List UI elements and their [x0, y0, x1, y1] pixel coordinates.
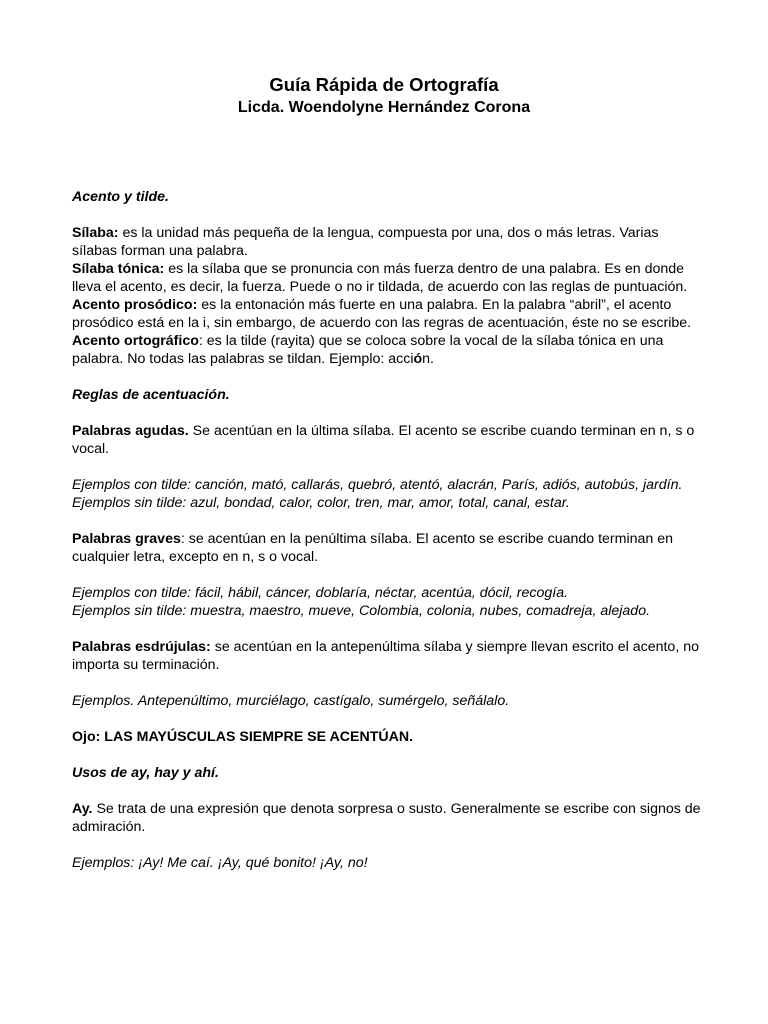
highlight-accented-letter: ó — [413, 351, 423, 367]
examples-esdrujulas: Ejemplos. Antepenúltimo, murciélago, castígalo, sumérgelo, señálalo. — [72, 693, 510, 709]
document-title: Guía Rápida de Ortografía — [269, 74, 499, 95]
definition-ay — [72, 800, 702, 836]
document-author: Licda. Woendolyne Hernández Corona — [237, 99, 531, 116]
text-silaba-tonica: es la sílaba que se pronuncia con más fuerza dentro de una palabra. Es en donde lleva el acento, es decir, la fuerza. Puede o no ir tildada, de acuerdo con las reglas de puntuación. — [72, 261, 688, 295]
text-silaba: es la unidad más pequeña de la lengua, compuesta por una, dos o más letras. Varias sílabas forman una palabra. — [72, 225, 659, 259]
note-mayusculas: Ojo: LAS MAYÚSCULAS SIEMPRE SE ACENTÚAN. — [72, 729, 414, 745]
examples-graves-sin-tilde: Ejemplos sin tilde: muestra, maestro, mueve, Colombia, colonia, nubes, comadreja, alejado. — [72, 603, 651, 619]
text-graves: : se acentúan en la penúltima sílaba. El acento se escribe cuando terminan en cualquier letra, excepto en n, s o vocal. — [72, 531, 674, 565]
definition-silaba — [72, 224, 702, 260]
text-acento-ortografico: : es la tilde (rayita) que se coloca sobre la vocal de la sílaba tónica en una palabra. No todas las palabras se tildan. Ejemplo: acci — [72, 333, 664, 367]
definition-silaba-tonica — [72, 260, 702, 296]
document-body — [72, 188, 702, 872]
rule-graves — [72, 530, 702, 566]
section-heading-reglas: Reglas de acentuación. — [72, 387, 230, 403]
definition-acento-prosodico — [72, 296, 702, 332]
text-esdrujulas: se acentúan en la antepenúltima sílaba y siempre llevan escrito el acento, no importa su terminación. — [72, 639, 699, 673]
examples-agudas-sin-tilde: Ejemplos sin tilde: azul, bondad, calor, color, tren, mar, amor, total, canal, estar. — [72, 495, 570, 511]
term-esdrujulas: Palabras esdrújulas: — [72, 639, 211, 655]
term-ay: Ay. — [72, 801, 93, 817]
term-graves: Palabras graves — [72, 531, 181, 547]
term-acento-ortografico: Acento ortográfico — [72, 333, 199, 349]
term-agudas: Palabras agudas. — [72, 423, 189, 439]
term-silaba: Sílaba: — [72, 225, 119, 241]
text-acento-ortografico-end: n. — [422, 351, 434, 367]
examples-agudas-con-tilde: Ejemplos con tilde: canción, mató, callarás, quebró, atentó, alacrán, París, adiós, autobús, jardín. — [72, 477, 683, 493]
section-heading-usos: Usos de ay, hay y ahí. — [72, 765, 219, 781]
term-acento-prosodico: Acento prosódico: — [72, 297, 198, 313]
term-silaba-tonica: Sílaba tónica: — [72, 261, 165, 277]
text-agudas: Se acentúan en la última sílaba. El acento se escribe cuando terminan en n, s o vocal. — [72, 423, 695, 457]
rule-esdrujulas — [72, 638, 702, 674]
definition-acento-ortografico — [72, 332, 702, 368]
text-acento-prosodico: es la entonación más fuerte en una palabra. En la palabra “abril”, el acento prosódico está en la i, sin embargo, de acuerdo con las regras de acentuación, éste no se escribe. — [72, 297, 692, 331]
text-ay: Se trata de una expresión que denota sorpresa o susto. Generalmente se escribe con signos de admiración. — [72, 801, 701, 835]
section-heading-acento: Acento y tilde. — [72, 189, 169, 205]
examples-graves-con-tilde: Ejemplos con tilde: fácil, hábil, cáncer, doblaría, néctar, acentúa, dócil, recogía. — [72, 585, 569, 601]
rule-agudas — [72, 422, 702, 458]
examples-ay: Ejemplos: ¡Ay! Me caí. ¡Ay, qué bonito! ¡Ay, no! — [72, 855, 368, 871]
